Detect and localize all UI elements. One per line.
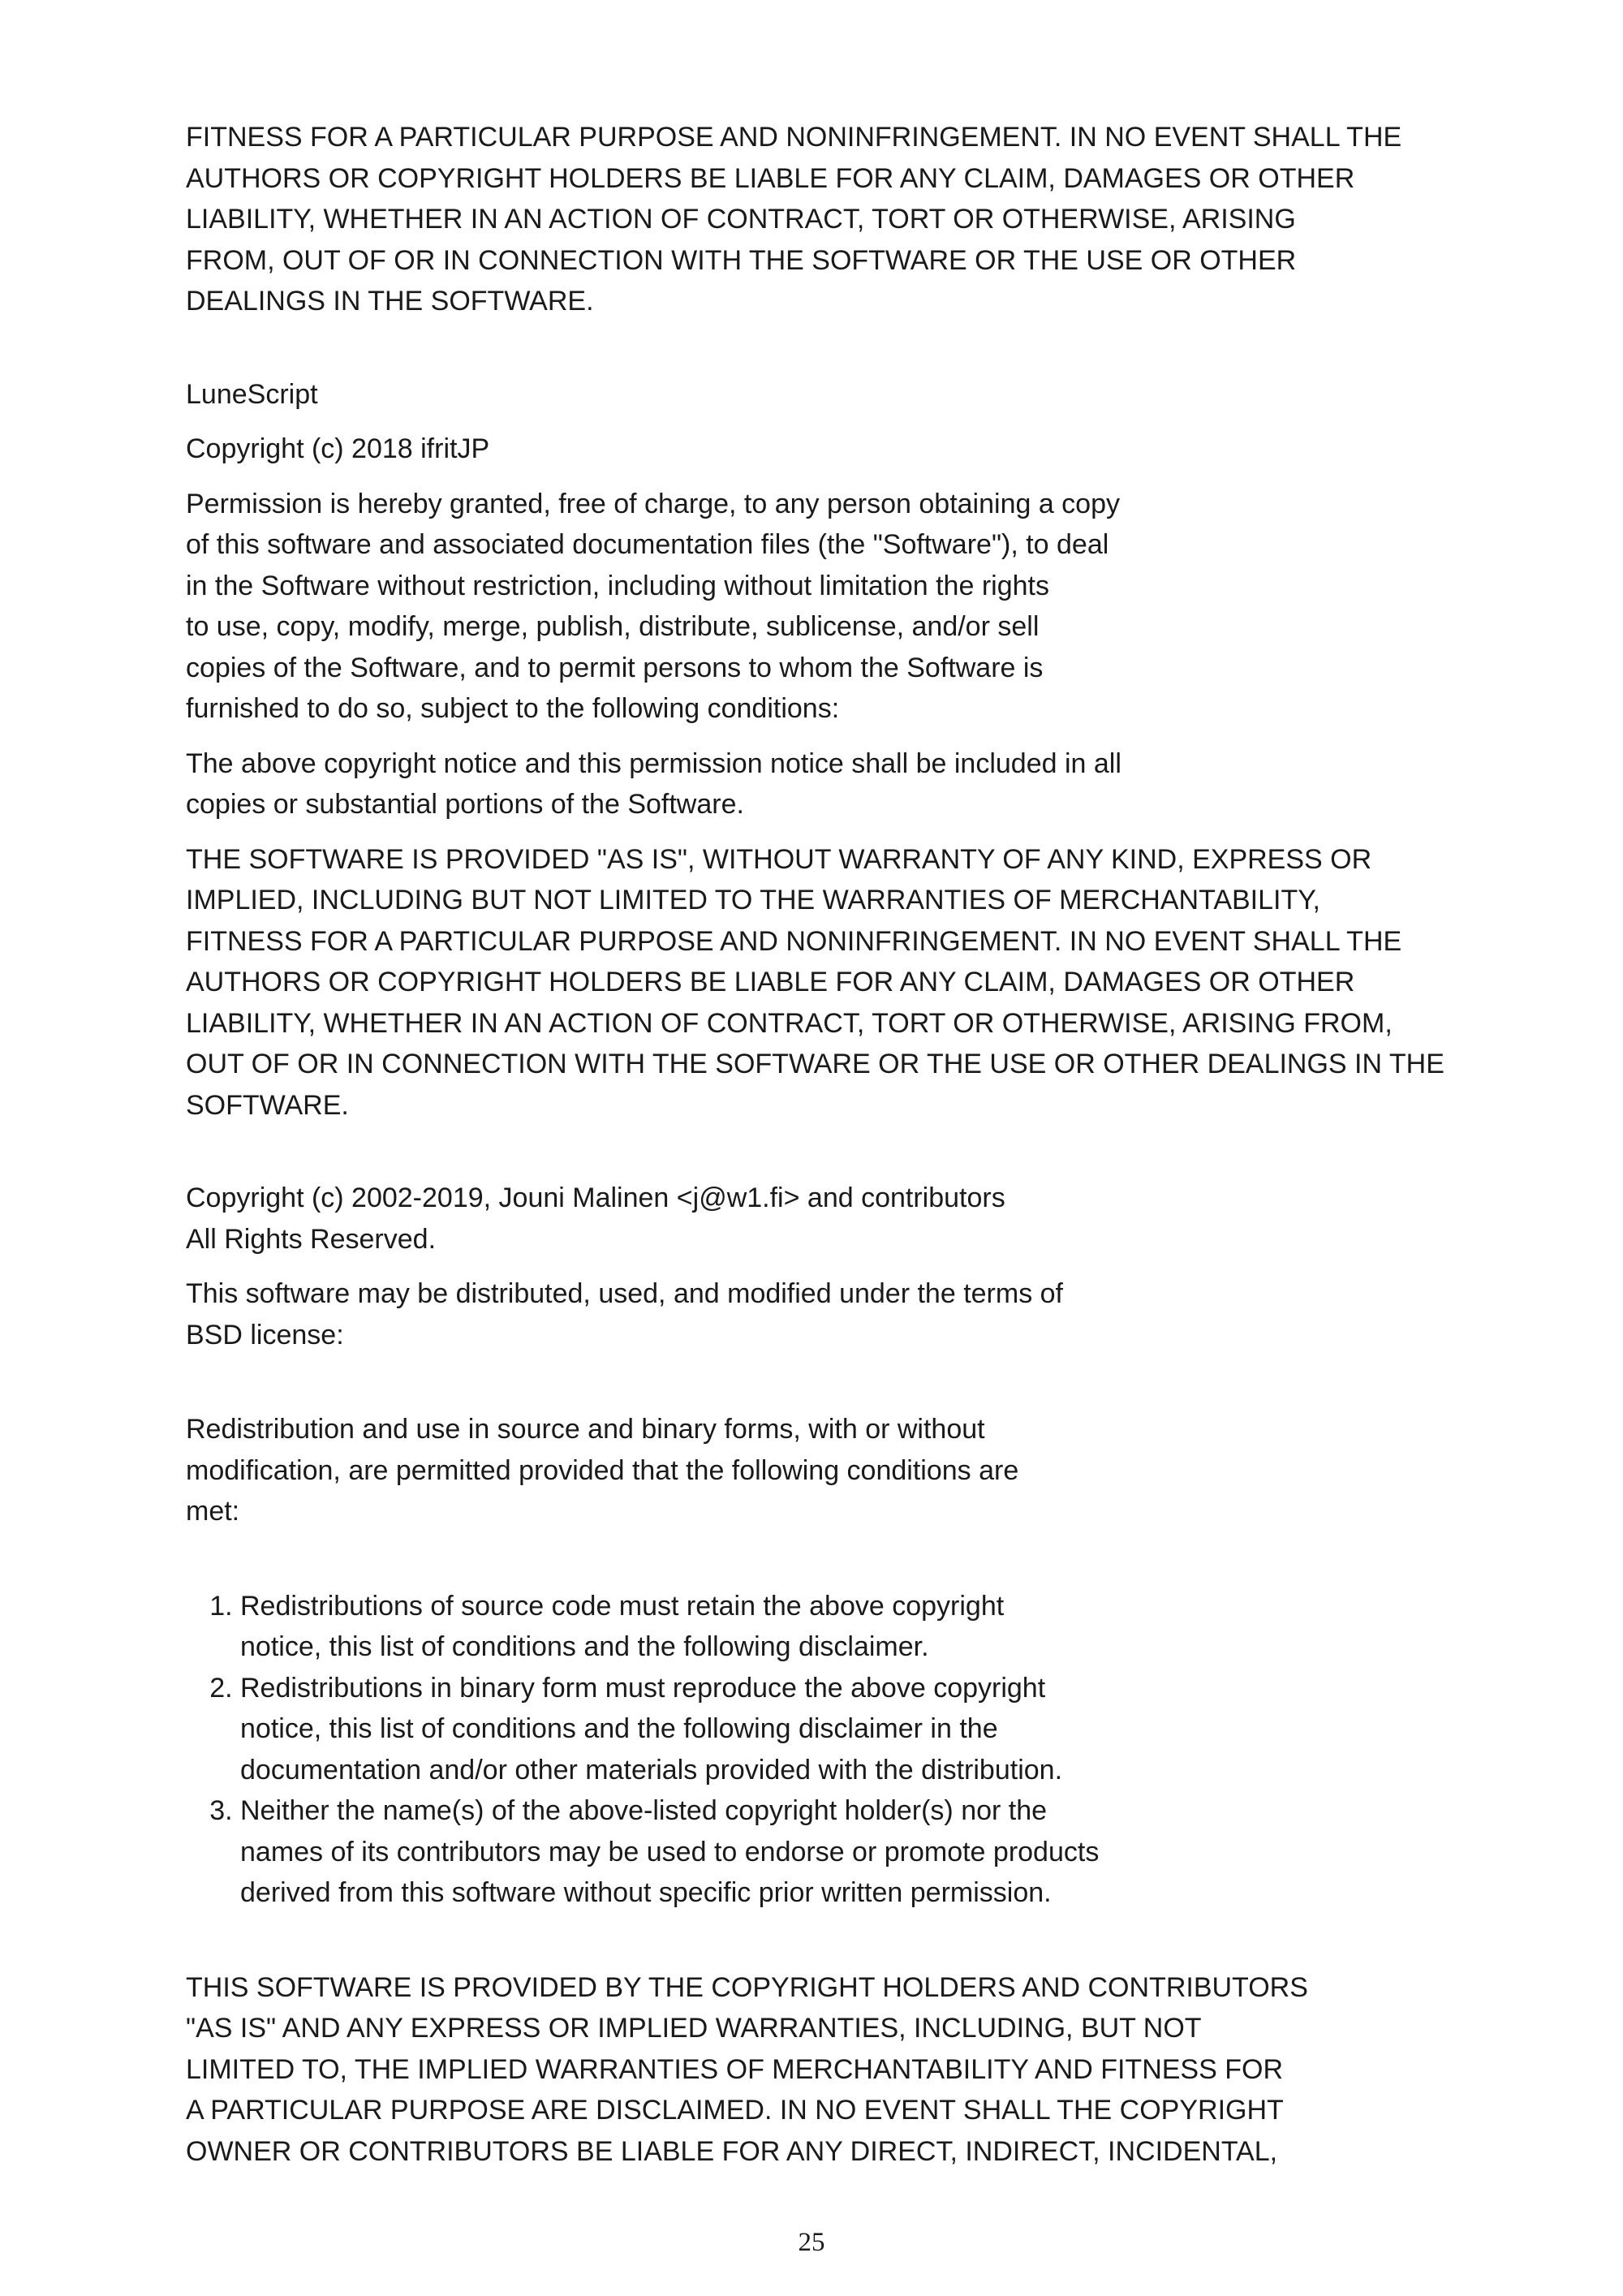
copyright-line: Copyright (c) 2018 ifritJP [186, 433, 490, 464]
bsd-copyright: Copyright (c) 2002-2019, Jouni Malinen <j@w1.fi> and contributors All Rights Reserved. [186, 1182, 1005, 1255]
page-number: 25 [798, 2228, 825, 2257]
bsd-warranty-disclaimer: THIS SOFTWARE IS PROVIDED BY THE COPYRIGHT HOLDERS AND CONTRIBUTORS "AS IS" AND ANY EXPRESS OR IMPLIED WARRANTIES, INCLUDING, BUT NOT LIMITED TO, THE IMPLIED WARRANTIES OF MERCHANTABILITY AND FITNESS FOR A PARTICULAR PURPOSE ARE DISCLAIMED. IN NO EVENT SHALL THE COPYRIGHT OWNER OR CONTRIBUTORS BE LIABLE FOR ANY DIRECT, INDIRECT, INCIDENTAL, [186, 1971, 1308, 2167]
permission-paragraph: Permission is hereby granted, free of charge, to any person obtaining a copy of this software and associated documentation files (the "Software"), to deal in the Software without restriction, including without limitation the rights to use, copy, modify, merge, publish, distribute, sublicense, and/or sell copies of the Software, and to permit persons to whom the Software is furnished to do so, subject to the following conditions: [186, 488, 1121, 724]
document-body [186, 117, 1582, 2172]
condition-item: 3. Neither the name(s) of the above-listed copyright holder(s) nor the names of its contributors may be used to endorse or promote products derived from this software without specific prior written permission. [240, 1790, 1582, 1914]
license-title: LuneScript [186, 378, 318, 410]
mit-disclaimer-continued: FITNESS FOR A PARTICULAR PURPOSE AND NONINFRINGEMENT. IN NO EVENT SHALL THE AUTHORS OR COPYRIGHT HOLDERS BE LIABLE FOR ANY CLAIM, DAMAGES OR OTHER LIABILITY, WHETHER IN AN ACTION OF CONTRACT, TORT OR OTHERWISE, ARISING FROM, OUT OF OR IN CONNECTION WITH THE SOFTWARE OR THE USE OR OTHER DEALINGS IN THE SOFTWARE. [186, 122, 1402, 317]
bsd-terms-paragraph: This software may be distributed, used, and modified under the terms of BSD license: [186, 1278, 1063, 1350]
condition-item: 1. Redistributions of source code must retain the above copyright notice, this list of conditions and the following disclaimer. [240, 1586, 1582, 1668]
warranty-disclaimer: THE SOFTWARE IS PROVIDED "AS IS", WITHOUT WARRANTY OF ANY KIND, EXPRESS OR IMPLIED, INCLUDING BUT NOT LIMITED TO THE WARRANTIES OF MERCHANTABILITY, FITNESS FOR A PARTICULAR PURPOSE AND NONINFRINGEMENT. IN NO EVENT SHALL THE AUTHORS OR COPYRIGHT HOLDERS BE LIABLE FOR ANY CLAIM, DAMAGES OR OTHER LIABILITY, WHETHER IN AN ACTION OF CONTRACT, TORT OR OTHERWISE, ARISING FROM, OUT OF OR IN CONNECTION WITH THE SOFTWARE OR THE USE OR OTHER DEALINGS IN THE SOFTWARE. [186, 843, 1444, 1121]
notice-paragraph: The above copyright notice and this permission notice shall be included in all copies or substantial portions of the Software. [186, 747, 1121, 820]
conditions-list [186, 1586, 1582, 1914]
redistribution-paragraph: Redistribution and use in source and binary forms, with or without modification, are permitted provided that the following conditions are met: [186, 1414, 1019, 1527]
condition-item: 2. Redistributions in binary form must reproduce the above copyright notice, this list of conditions and the following disclaimer in the documentation and/or other materials provided with the distribution. [240, 1668, 1582, 1791]
